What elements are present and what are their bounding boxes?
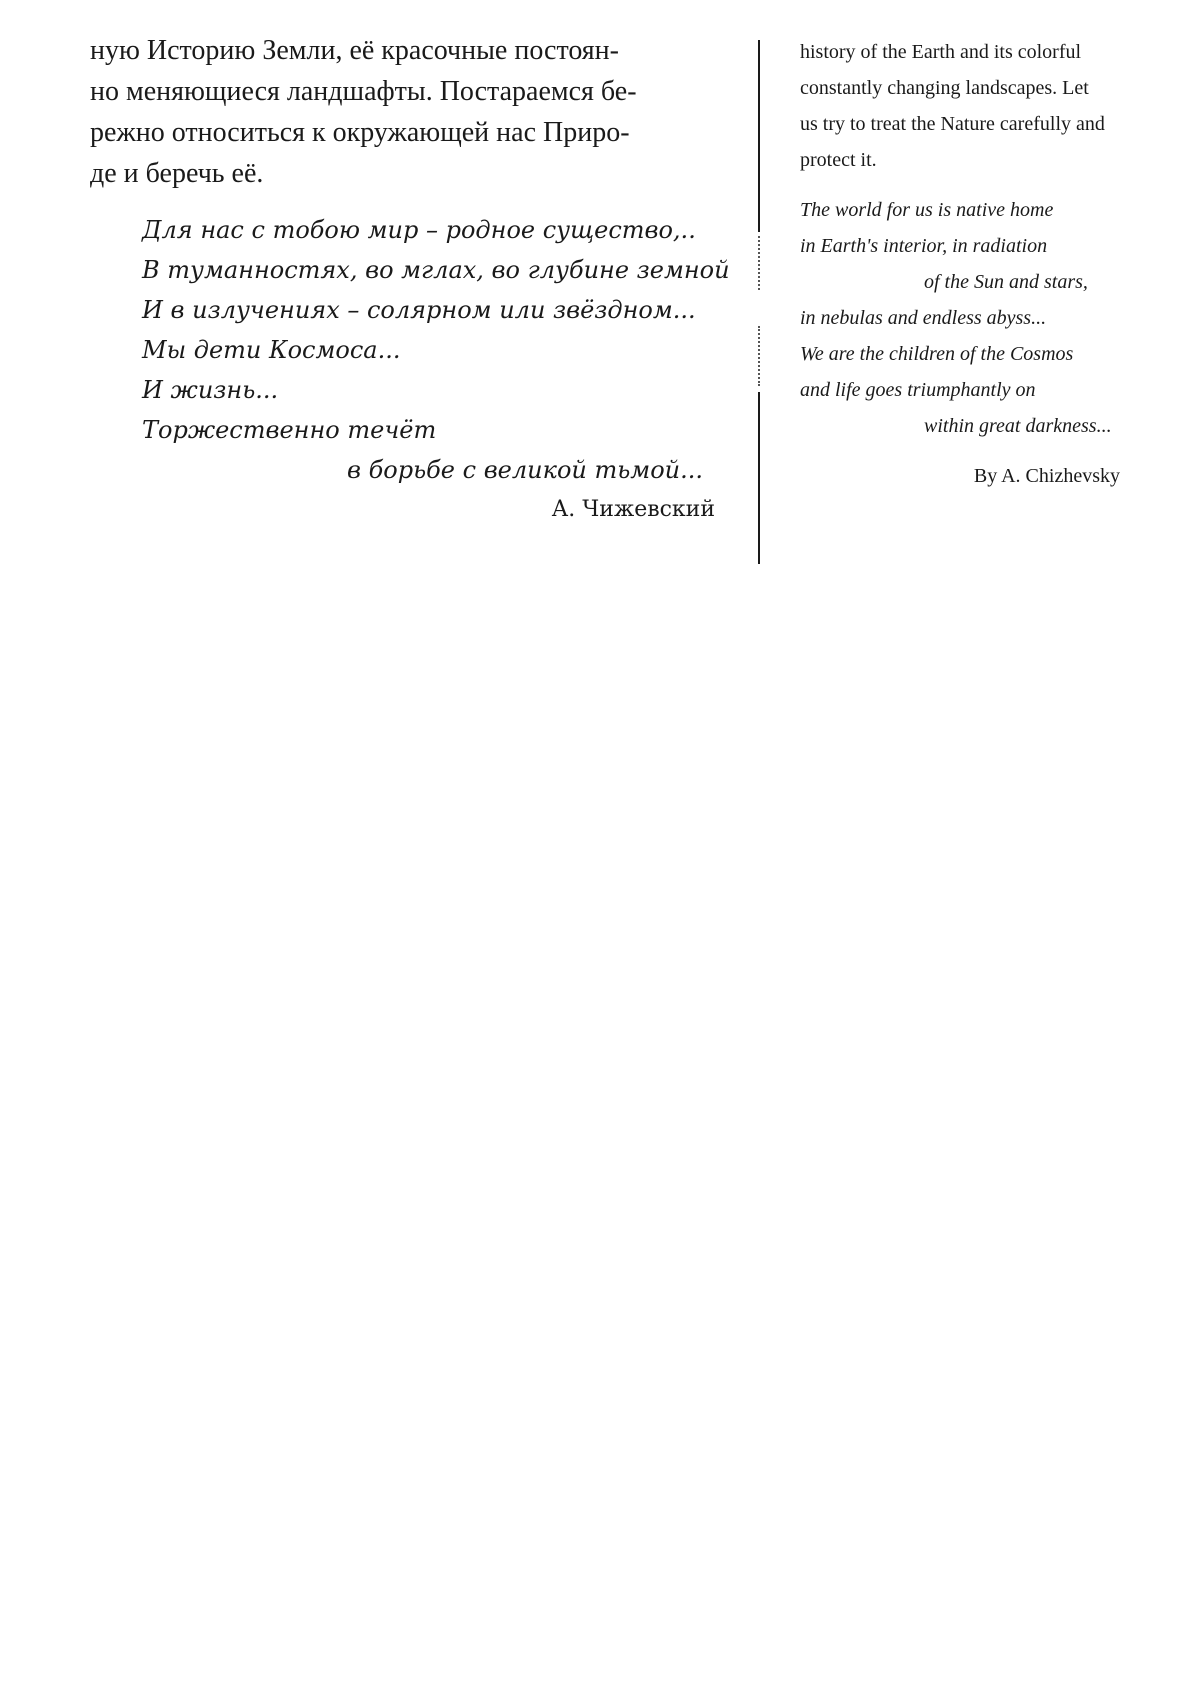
divider-dotted-segment [758,326,762,386]
russian-column [90,30,730,530]
ru-poem-line: И в излучениях – солярном или звёздном... [142,296,696,324]
ru-poem-line: Для нас с тобою мир – родное существо,.. [142,216,696,244]
english-poem [800,192,1120,444]
en-poem-line: We are the children of the Cosmos [800,343,1074,365]
divider-dotted-segment [758,236,762,290]
ru-poem-line: в борьбе с великой тьмой... [347,456,703,484]
en-prose-line: history of the Earth and its colorful [800,41,1082,63]
en-prose-line: protect it. [800,149,877,171]
ru-poem-line: В туманностях, во мглах, во глубине земной [142,256,730,284]
en-poem-line: within great darkness... [924,415,1112,437]
en-poem-line: and life goes triumphantly on [800,379,1036,401]
ru-prose-line: де и беречь её. [90,158,264,189]
english-prose [800,34,1120,178]
ru-poem-line: Мы дети Космоса... [142,336,401,364]
russian-prose [90,30,715,194]
en-poem-line: in nebulas and endless abyss... [800,307,1047,329]
ru-prose-line: ную Историю Земли, её красочные постоян- [90,35,619,66]
divider-segment [758,40,760,232]
russian-poem [90,210,730,530]
ru-poem-author: А. Чижевский [551,497,715,522]
en-poem-line: in Earth's interior, in radiation [800,235,1048,257]
en-poem-line: of the Sun and stars, [924,271,1088,293]
ru-poem-line: Торжественно течёт [142,416,437,444]
en-prose-line: constantly changing landscapes. Let [800,77,1089,99]
ru-poem-line: И жизнь... [142,376,279,404]
english-column [800,34,1120,494]
divider-segment [758,392,760,564]
en-poem-line: The world for us is native home [800,199,1054,221]
en-poem-author: By A. Chizhevsky [973,465,1120,487]
en-prose-line: us try to treat the Nature carefully and [800,113,1105,135]
ru-prose-line: режно относиться к окружающей нас Приро- [90,117,630,148]
ru-prose-line: но меняющиеся ландшафты. Постараемся бе- [90,76,637,107]
